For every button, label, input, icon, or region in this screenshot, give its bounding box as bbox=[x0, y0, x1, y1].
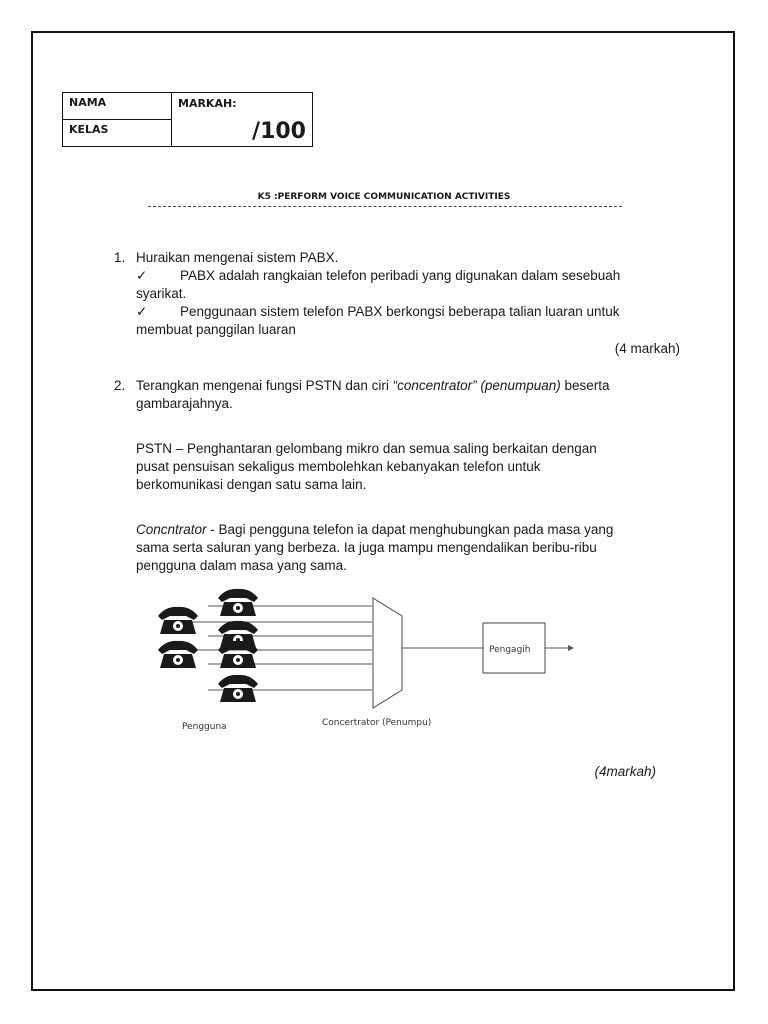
nama-cell: NAMA bbox=[63, 93, 172, 120]
concentrator-shape bbox=[373, 598, 402, 708]
q2-question-part1: Terangkan mengenai fungsi PSTN dan ciri bbox=[136, 378, 393, 393]
q2-number: 2. bbox=[114, 378, 126, 393]
q1-check1: ✓ bbox=[136, 268, 148, 283]
q2-conc-term: Concntrator bbox=[136, 522, 207, 537]
q2-conc-line3: pengguna dalam masa yang sama. bbox=[136, 558, 347, 573]
q2-question-part2: beserta bbox=[560, 378, 610, 393]
q2-pstn-line2: pusat pensuisan sekaligus membolehkan kebanyakan telefon untuk bbox=[136, 459, 541, 474]
title-divider bbox=[148, 206, 622, 207]
telephone-icon bbox=[158, 607, 198, 634]
q1-answer2-line1: Penggunaan sistem telefon PABX berkongsi beberapa talian luaran untuk bbox=[180, 304, 620, 319]
markah-label: MARKAH: bbox=[178, 97, 237, 110]
q1-answer1-line1: PABX adalah rangkaian telefon peribadi yang digunakan dalam sesebuah bbox=[180, 268, 621, 283]
concentrator-diagram bbox=[140, 578, 590, 738]
q2-pstn-line3: berkomunikasi dengan satu sama lain. bbox=[136, 477, 367, 492]
score-total: /100 bbox=[252, 119, 306, 144]
q2-question-quote: “concentrator” (penumpuan) bbox=[392, 378, 561, 393]
q1-marks: (4 markah) bbox=[614, 341, 680, 356]
q1-answer1-line2: syarikat. bbox=[136, 286, 187, 301]
arrow-right-icon bbox=[568, 645, 574, 651]
q2-question-line2: gambarajahnya. bbox=[136, 396, 233, 411]
divider-label: Pengagih bbox=[489, 645, 531, 655]
markah-cell bbox=[172, 93, 313, 147]
q1-answer2-line2: membuat panggilan luaran bbox=[136, 322, 296, 337]
q2-conc-text: - Bagi pengguna telefon ia dapat menghubungkan pada masa yang bbox=[206, 522, 614, 537]
concentrator-label: Concertrator (Penumpu) bbox=[322, 718, 432, 728]
q2-marks: (4markah) bbox=[594, 764, 656, 779]
q1-number: 1. bbox=[114, 250, 126, 265]
q2-conc-line1 bbox=[136, 521, 672, 539]
telephone-icon bbox=[218, 675, 258, 702]
telephone-icon bbox=[218, 589, 258, 616]
page-border bbox=[31, 31, 735, 991]
q2-question bbox=[136, 377, 672, 395]
q2-conc-line2: sama serta saluran yang berbeza. Ia juga mampu mengendalikan beribu-ribu bbox=[136, 540, 597, 555]
q1-question: Huraikan mengenai sistem PABX. bbox=[136, 250, 339, 265]
page-title: K5 :PERFORM VOICE COMMUNICATION ACTIVITIES bbox=[257, 192, 511, 202]
kelas-cell: KELAS bbox=[63, 120, 172, 147]
telephone-icon bbox=[158, 641, 198, 668]
header-table bbox=[62, 92, 313, 147]
users-label: Pengguna bbox=[182, 722, 227, 732]
user-lines bbox=[188, 606, 372, 690]
q2-pstn-line1: PSTN – Penghantaran gelombang mikro dan semua saling berkaitan dengan bbox=[136, 441, 597, 456]
telephone-icon bbox=[218, 641, 258, 668]
q1-check2: ✓ bbox=[136, 304, 148, 319]
